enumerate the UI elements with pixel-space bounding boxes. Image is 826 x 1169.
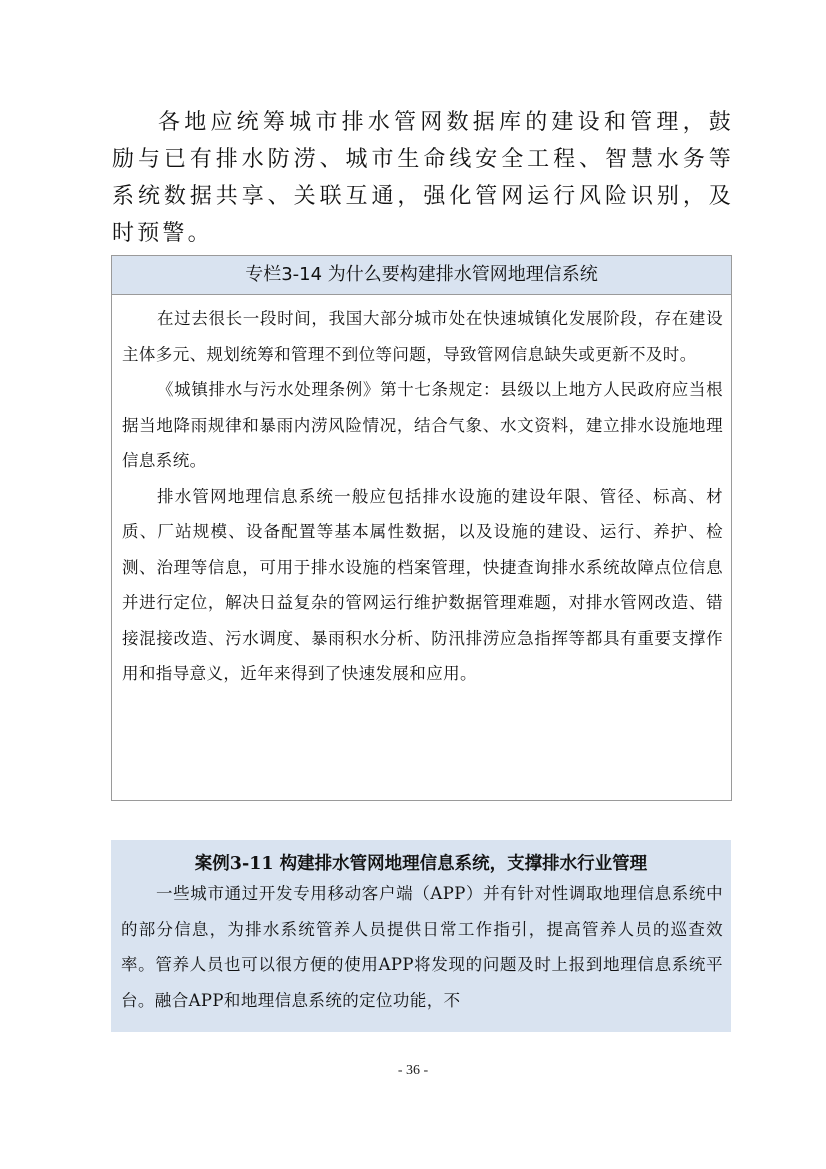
column-box-title: 专栏3-14 为什么要构建排水管网地理信系统 xyxy=(112,256,731,295)
intro-paragraph: 各地应统筹城市排水管网数据库的建设和管理，鼓励与已有排水防涝、城市生命线安全工程、智慧水务等系统数据共享、关联互通，强化管网运行风险识别，及时预警。 xyxy=(112,110,734,246)
case-box-body xyxy=(111,876,731,1018)
column-paragraph-3: 排水管网地理信息系统一般应包括排水设施的建设年限、管径、标高、材质、厂站规模、设备配置等基本属性数据，以及设施的建设、运行、养护、检测、治理等信息，可用于排水设施的档案管理，快捷查询排水系统故障点位信息并进行定位，解决日益复杂的管网运行维护数据管理难题，对排水管网改造、错接混接改造、污水调度、暴雨积水分析、防汛排涝应急指挥等都具有重要支撑作用和指导意义，近年来得到了快速发展和应用。 xyxy=(122,486,723,683)
intro-section xyxy=(112,104,734,252)
column-box-3-14 xyxy=(111,255,732,801)
column-box-body xyxy=(112,295,731,692)
column-paragraph-2: 《城镇排水与污水处理条例》第十七条规定：县级以上地方人民政府应当根据当地降雨规律和暴雨内涝风险情况，结合气象、水文资料，建立排水设施地理信息系统。 xyxy=(122,380,723,470)
column-paragraph-1: 在过去很长一段时间，我国大部分城市处在快速城镇化发展阶段，存在建设主体多元、规划统筹和管理不到位等问题，导致管网信息缺失或更新不及时。 xyxy=(122,309,723,364)
case-paragraph: 一些城市通过开发专用移动客户端（APP）并有针对性调取地理信息系统中的部分信息，为排水系统管养人员提供日常工作指引，提高管养人员的巡查效率。管养人员也可以很方便的使用APP将发现的问题及时上报到地理信息系统平台。融合APP和地理信息系统的定位功能，不 xyxy=(121,884,723,1010)
page-number: - 36 - xyxy=(397,1063,429,1078)
case-box-title: 案例3-11 构建排水管网地理信息系统，支撑排水行业管理 xyxy=(194,854,648,874)
case-box-3-11 xyxy=(111,840,731,1032)
